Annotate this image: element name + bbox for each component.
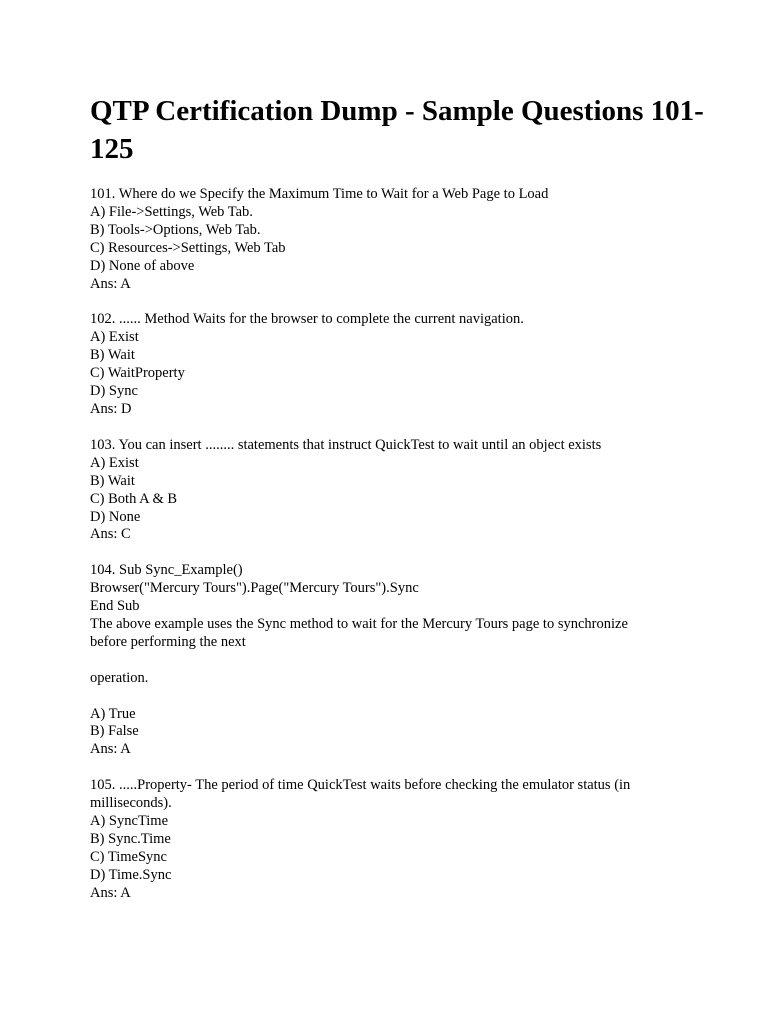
question-line: A) Exist: [90, 329, 139, 346]
question-block: [90, 186, 710, 293]
question-line: B) Wait: [90, 472, 135, 489]
question-line: before performing the next: [90, 633, 246, 650]
question-line: B) False: [90, 723, 139, 740]
question-text: 104. Sub Sync_Example(): [90, 562, 243, 579]
question-text: 105. .....Property- The period of time QuickTest waits before checking the emulator status (in: [90, 777, 631, 794]
question-line: Ans: D: [90, 400, 132, 417]
question-line: A) Exist: [90, 454, 139, 471]
question-line: milliseconds).: [90, 795, 172, 812]
question-line: A) File->Settings, Web Tab.: [90, 203, 253, 220]
document-page: [90, 92, 710, 921]
question-block: [90, 562, 710, 759]
question-line: B) Tools->Options, Web Tab.: [90, 221, 261, 238]
question-line: D) Time.Sync: [90, 866, 172, 883]
question-line: C) Resources->Settings, Web Tab: [90, 239, 286, 256]
question-block: [90, 437, 710, 544]
question-line: D) None: [90, 508, 141, 525]
question-line: The above example uses the Sync method to wait for the Mercury Tours page to synchronize: [90, 616, 628, 633]
question-line: Browser("Mercury Tours").Page("Mercury Tours").Sync: [90, 580, 419, 597]
question-line: Ans: A: [90, 275, 131, 292]
question-line: D) Sync: [90, 383, 138, 400]
question-line: D) None of above: [90, 257, 195, 274]
question-line: [90, 688, 710, 706]
question-line: Ans: A: [90, 884, 131, 901]
question-line: End Sub: [90, 598, 140, 615]
question-list: [90, 186, 710, 903]
question-line: Ans: A: [90, 741, 131, 758]
question-line: C) TimeSync: [90, 848, 167, 865]
question-line: B) Sync.Time: [90, 830, 171, 847]
question-line: A) SyncTime: [90, 813, 169, 830]
question-text: 102. ...... Method Waits for the browser to complete the current navigation.: [90, 311, 524, 328]
question-line: A) True: [90, 705, 136, 722]
question-line: C) WaitProperty: [90, 365, 185, 382]
question-line: operation.: [90, 669, 149, 686]
question-line: Ans: C: [90, 526, 131, 543]
question-line: [90, 652, 710, 670]
question-block: [90, 777, 710, 902]
question-text: 101. Where do we Specify the Maximum Time to Wait for a Web Page to Load: [90, 186, 549, 202]
question-text: 103. You can insert ........ statements that instruct QuickTest to wait until an object exists: [90, 436, 602, 453]
question-block: [90, 311, 710, 418]
question-line: B) Wait: [90, 347, 135, 364]
question-line: C) Both A & B: [90, 490, 178, 507]
document-title: QTP Certification Dump - Sample Questions 101-125: [90, 95, 704, 165]
